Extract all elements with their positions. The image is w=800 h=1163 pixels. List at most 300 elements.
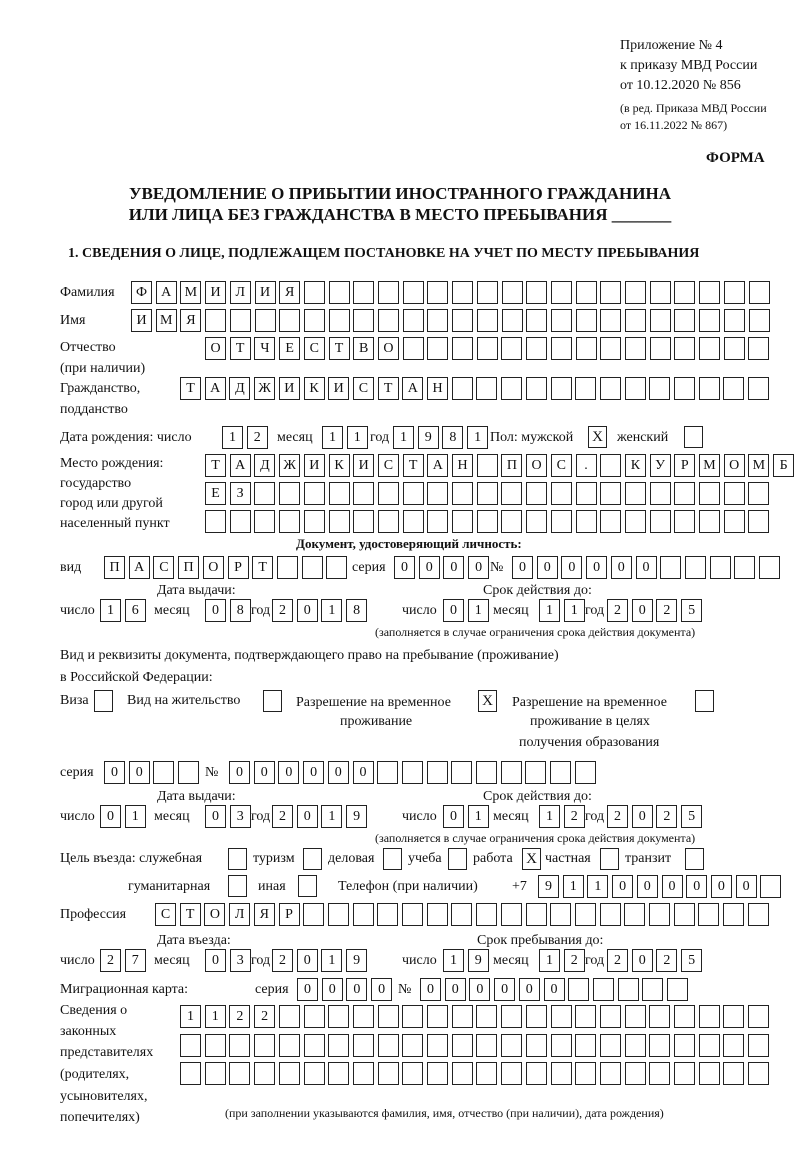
char-cell[interactable]: С [153,556,174,579]
char-cell[interactable] [452,1034,473,1057]
char-cell[interactable] [501,903,522,926]
char-cell[interactable] [427,1034,448,1057]
char-cell[interactable]: 2 [247,426,268,449]
char-cell[interactable] [353,482,374,505]
char-cell[interactable]: 0 [328,761,349,784]
char-cell[interactable]: 1 [393,426,414,449]
purpose-official-checkbox[interactable] [228,848,247,870]
char-cell[interactable]: А [129,556,150,579]
char-cell[interactable]: 0 [512,556,533,579]
char-cell[interactable]: 0 [611,556,632,579]
char-cell[interactable] [748,1062,769,1085]
char-cell[interactable] [304,281,325,304]
char-cell[interactable]: 0 [229,761,250,784]
char-cell[interactable]: Р [228,556,249,579]
char-cell[interactable]: 0 [736,875,757,898]
char-cell[interactable] [649,903,670,926]
char-cell[interactable]: Н [452,454,473,477]
char-cell[interactable]: 0 [632,599,653,622]
char-cell[interactable] [353,903,374,926]
char-cell[interactable]: К [625,454,646,477]
char-cell[interactable] [279,482,300,505]
char-cell[interactable]: 0 [637,875,658,898]
char-cell[interactable]: 9 [538,875,559,898]
char-cell[interactable] [403,337,424,360]
char-cell[interactable] [501,377,522,400]
char-cell[interactable]: 1 [443,949,464,972]
char-cell[interactable]: Е [205,482,226,505]
char-cell[interactable] [501,337,522,360]
char-cell[interactable]: С [353,377,374,400]
char-cell[interactable] [699,337,720,360]
char-cell[interactable] [748,1005,769,1028]
char-cell[interactable] [550,903,571,926]
char-cell[interactable] [328,1034,349,1057]
char-cell[interactable]: О [378,337,399,360]
char-cell[interactable] [452,337,473,360]
char-cell[interactable] [749,309,770,332]
char-cell[interactable] [402,903,423,926]
char-cell[interactable]: 1 [563,875,584,898]
char-cell[interactable] [378,309,399,332]
char-cell[interactable] [525,761,546,784]
char-cell[interactable] [452,1062,473,1085]
char-cell[interactable] [748,903,769,926]
char-cell[interactable] [477,337,498,360]
char-cell[interactable] [229,1034,250,1057]
char-cell[interactable]: А [402,377,423,400]
char-cell[interactable]: 0 [662,875,683,898]
char-cell[interactable] [551,309,572,332]
char-cell[interactable] [650,309,671,332]
char-cell[interactable]: 1 [587,875,608,898]
char-cell[interactable] [279,1062,300,1085]
char-cell[interactable] [377,903,398,926]
char-cell[interactable]: М [156,309,177,332]
char-cell[interactable] [378,281,399,304]
char-cell[interactable]: А [205,377,226,400]
char-cell[interactable]: 0 [297,949,318,972]
char-cell[interactable] [501,1034,522,1057]
char-cell[interactable] [304,1034,325,1057]
char-cell[interactable]: 2 [656,805,677,828]
char-cell[interactable] [723,377,744,400]
char-cell[interactable] [760,875,781,898]
char-cell[interactable]: 2 [607,599,628,622]
char-cell[interactable]: 0 [297,805,318,828]
char-cell[interactable] [576,309,597,332]
char-cell[interactable] [724,510,745,533]
char-cell[interactable]: 1 [564,599,585,622]
char-cell[interactable]: 0 [468,556,489,579]
char-cell[interactable] [724,281,745,304]
char-cell[interactable]: Д [254,454,275,477]
char-cell[interactable]: Н [427,377,448,400]
char-cell[interactable]: . [576,454,597,477]
char-cell[interactable]: С [378,454,399,477]
char-cell[interactable] [178,761,199,784]
char-cell[interactable]: Т [205,454,226,477]
char-cell[interactable]: О [205,337,226,360]
char-cell[interactable] [378,1034,399,1057]
char-cell[interactable]: И [328,377,349,400]
char-cell[interactable] [302,556,323,579]
char-cell[interactable] [625,281,646,304]
char-cell[interactable]: А [230,454,251,477]
char-cell[interactable] [526,337,547,360]
char-cell[interactable] [353,1005,374,1028]
char-cell[interactable] [403,510,424,533]
char-cell[interactable] [526,903,547,926]
char-cell[interactable]: И [255,281,276,304]
char-cell[interactable] [576,281,597,304]
char-cell[interactable] [526,510,547,533]
char-cell[interactable]: 6 [125,599,146,622]
char-cell[interactable]: 0 [711,875,732,898]
char-cell[interactable] [674,510,695,533]
char-cell[interactable] [526,1005,547,1028]
char-cell[interactable] [153,761,174,784]
char-cell[interactable]: М [180,281,201,304]
char-cell[interactable]: О [526,454,547,477]
char-cell[interactable] [427,761,448,784]
char-cell[interactable]: 0 [686,875,707,898]
char-cell[interactable] [600,482,621,505]
char-cell[interactable]: 2 [564,949,585,972]
char-cell[interactable] [378,1062,399,1085]
char-cell[interactable]: 0 [205,599,226,622]
char-cell[interactable]: 7 [125,949,146,972]
char-cell[interactable] [748,377,769,400]
char-cell[interactable]: 2 [229,1005,250,1028]
char-cell[interactable] [501,1062,522,1085]
char-cell[interactable] [551,1034,572,1057]
char-cell[interactable] [451,761,472,784]
char-cell[interactable] [649,377,670,400]
char-cell[interactable]: 0 [100,805,121,828]
char-cell[interactable]: 2 [564,805,585,828]
char-cell[interactable] [576,337,597,360]
char-cell[interactable] [550,761,571,784]
purpose-study-checkbox[interactable] [448,848,467,870]
char-cell[interactable]: 0 [469,978,490,1001]
char-cell[interactable]: 9 [468,949,489,972]
char-cell[interactable] [329,482,350,505]
char-cell[interactable] [452,377,473,400]
char-cell[interactable] [402,1034,423,1057]
char-cell[interactable]: 8 [230,599,251,622]
char-cell[interactable] [674,377,695,400]
char-cell[interactable]: С [304,337,325,360]
char-cell[interactable] [674,1062,695,1085]
char-cell[interactable]: О [724,454,745,477]
char-cell[interactable] [329,281,350,304]
char-cell[interactable] [304,1062,325,1085]
char-cell[interactable]: 1 [539,599,560,622]
char-cell[interactable] [254,1062,275,1085]
char-cell[interactable]: 1 [539,805,560,828]
char-cell[interactable] [279,1005,300,1028]
char-cell[interactable]: 2 [272,805,293,828]
char-cell[interactable] [576,510,597,533]
char-cell[interactable]: 0 [537,556,558,579]
char-cell[interactable]: 0 [494,978,515,1001]
char-cell[interactable] [353,281,374,304]
char-cell[interactable] [625,1005,646,1028]
char-cell[interactable] [378,510,399,533]
char-cell[interactable]: 0 [297,978,318,1001]
char-cell[interactable] [427,903,448,926]
purpose-transit-checkbox[interactable] [685,848,704,870]
char-cell[interactable] [551,1062,572,1085]
char-cell[interactable] [551,510,572,533]
char-cell[interactable]: 0 [519,978,540,1001]
char-cell[interactable]: А [156,281,177,304]
char-cell[interactable]: 0 [394,556,415,579]
char-cell[interactable] [625,1062,646,1085]
char-cell[interactable]: Т [230,337,251,360]
char-cell[interactable] [205,1062,226,1085]
char-cell[interactable] [304,482,325,505]
char-cell[interactable]: 0 [278,761,299,784]
char-cell[interactable]: Я [180,309,201,332]
char-cell[interactable] [477,309,498,332]
char-cell[interactable]: 8 [442,426,463,449]
char-cell[interactable]: Р [279,903,300,926]
char-cell[interactable]: 0 [632,805,653,828]
char-cell[interactable]: 0 [443,599,464,622]
char-cell[interactable] [724,482,745,505]
char-cell[interactable] [477,281,498,304]
char-cell[interactable]: 1 [125,805,146,828]
char-cell[interactable] [649,1005,670,1028]
char-cell[interactable] [477,510,498,533]
char-cell[interactable] [526,482,547,505]
char-cell[interactable] [723,1034,744,1057]
char-cell[interactable]: 1 [180,1005,201,1028]
char-cell[interactable]: 1 [539,949,560,972]
char-cell[interactable]: А [427,454,448,477]
char-cell[interactable] [748,1034,769,1057]
char-cell[interactable] [353,510,374,533]
purpose-other-checkbox[interactable] [298,875,317,897]
char-cell[interactable] [230,309,251,332]
char-cell[interactable]: Т [329,337,350,360]
char-cell[interactable]: О [203,556,224,579]
char-cell[interactable] [575,1034,596,1057]
char-cell[interactable] [625,309,646,332]
char-cell[interactable] [402,1005,423,1028]
char-cell[interactable] [378,1005,399,1028]
char-cell[interactable] [575,1005,596,1028]
char-cell[interactable]: 0 [104,761,125,784]
temporary-residence-education-checkbox[interactable] [695,690,714,712]
purpose-tourism-checkbox[interactable] [303,848,322,870]
purpose-private-checkbox[interactable] [600,848,619,870]
char-cell[interactable] [403,309,424,332]
char-cell[interactable]: 1 [322,426,343,449]
char-cell[interactable] [650,337,671,360]
char-cell[interactable]: В [353,337,374,360]
char-cell[interactable] [699,1005,720,1028]
char-cell[interactable] [699,510,720,533]
char-cell[interactable] [649,1034,670,1057]
char-cell[interactable] [229,1062,250,1085]
char-cell[interactable] [452,1005,473,1028]
char-cell[interactable]: Я [279,281,300,304]
char-cell[interactable]: 1 [321,949,342,972]
char-cell[interactable] [724,309,745,332]
char-cell[interactable]: 0 [353,761,374,784]
char-cell[interactable]: Т [180,903,201,926]
char-cell[interactable] [759,556,780,579]
char-cell[interactable] [674,281,695,304]
char-cell[interactable] [674,337,695,360]
char-cell[interactable] [328,1062,349,1085]
char-cell[interactable] [502,309,523,332]
temporary-residence-checkbox[interactable]: X [478,690,497,712]
char-cell[interactable]: 2 [656,949,677,972]
char-cell[interactable]: 0 [632,949,653,972]
char-cell[interactable] [734,556,755,579]
char-cell[interactable] [624,903,645,926]
char-cell[interactable]: З [230,482,251,505]
char-cell[interactable] [575,903,596,926]
char-cell[interactable]: П [501,454,522,477]
char-cell[interactable]: 5 [681,949,702,972]
char-cell[interactable]: 0 [322,978,343,1001]
sex-female-checkbox[interactable] [684,426,703,448]
char-cell[interactable] [526,309,547,332]
char-cell[interactable] [476,1062,497,1085]
char-cell[interactable] [600,1005,621,1028]
char-cell[interactable] [476,761,497,784]
char-cell[interactable]: М [699,454,720,477]
char-cell[interactable] [304,309,325,332]
char-cell[interactable] [205,1034,226,1057]
char-cell[interactable]: 2 [656,599,677,622]
char-cell[interactable] [699,482,720,505]
char-cell[interactable] [427,1005,448,1028]
char-cell[interactable] [427,510,448,533]
char-cell[interactable]: И [304,454,325,477]
char-cell[interactable]: 1 [222,426,243,449]
char-cell[interactable] [748,482,769,505]
char-cell[interactable] [180,1034,201,1057]
char-cell[interactable]: 0 [205,949,226,972]
char-cell[interactable] [642,978,663,1001]
char-cell[interactable] [568,978,589,1001]
char-cell[interactable] [205,510,226,533]
char-cell[interactable] [402,1062,423,1085]
char-cell[interactable] [279,309,300,332]
char-cell[interactable] [551,337,572,360]
char-cell[interactable]: С [155,903,176,926]
char-cell[interactable]: Е [279,337,300,360]
char-cell[interactable] [593,978,614,1001]
char-cell[interactable] [748,337,769,360]
char-cell[interactable] [699,281,720,304]
char-cell[interactable]: 0 [254,761,275,784]
char-cell[interactable] [551,482,572,505]
char-cell[interactable] [526,281,547,304]
char-cell[interactable] [625,337,646,360]
char-cell[interactable]: Ж [279,454,300,477]
char-cell[interactable] [618,978,639,1001]
char-cell[interactable]: 0 [636,556,657,579]
char-cell[interactable] [551,377,572,400]
char-cell[interactable] [205,309,226,332]
char-cell[interactable]: 1 [467,426,488,449]
char-cell[interactable] [403,482,424,505]
char-cell[interactable] [674,482,695,505]
purpose-business-checkbox[interactable] [383,848,402,870]
char-cell[interactable] [685,556,706,579]
char-cell[interactable] [502,281,523,304]
char-cell[interactable] [674,1034,695,1057]
char-cell[interactable] [501,482,522,505]
char-cell[interactable] [576,482,597,505]
char-cell[interactable] [477,482,498,505]
char-cell[interactable] [230,510,251,533]
char-cell[interactable] [303,903,324,926]
char-cell[interactable] [724,337,745,360]
char-cell[interactable]: 0 [371,978,392,1001]
char-cell[interactable] [254,510,275,533]
char-cell[interactable]: Т [180,377,201,400]
char-cell[interactable] [501,510,522,533]
char-cell[interactable] [674,903,695,926]
char-cell[interactable]: 0 [346,978,367,1001]
char-cell[interactable]: 0 [443,805,464,828]
char-cell[interactable] [575,377,596,400]
char-cell[interactable] [600,281,621,304]
char-cell[interactable]: 1 [205,1005,226,1028]
char-cell[interactable] [551,1005,572,1028]
char-cell[interactable]: И [279,377,300,400]
char-cell[interactable] [353,309,374,332]
char-cell[interactable] [667,978,688,1001]
char-cell[interactable] [600,1062,621,1085]
char-cell[interactable]: 3 [230,949,251,972]
char-cell[interactable] [452,309,473,332]
char-cell[interactable] [699,1034,720,1057]
char-cell[interactable] [180,1062,201,1085]
char-cell[interactable] [451,903,472,926]
char-cell[interactable]: 3 [230,805,251,828]
purpose-work-checkbox[interactable]: X [522,848,541,870]
visa-checkbox[interactable] [94,690,113,712]
char-cell[interactable]: 1 [347,426,368,449]
char-cell[interactable]: 0 [544,978,565,1001]
char-cell[interactable] [674,1005,695,1028]
char-cell[interactable] [600,337,621,360]
char-cell[interactable] [699,377,720,400]
char-cell[interactable] [650,510,671,533]
char-cell[interactable] [377,761,398,784]
purpose-humanitarian-checkbox[interactable] [228,875,247,897]
char-cell[interactable]: 2 [254,1005,275,1028]
char-cell[interactable]: 0 [420,978,441,1001]
char-cell[interactable] [600,454,621,477]
char-cell[interactable] [329,309,350,332]
residence-permit-checkbox[interactable] [263,690,282,712]
char-cell[interactable]: 0 [129,761,150,784]
char-cell[interactable]: 2 [607,949,628,972]
char-cell[interactable] [378,482,399,505]
char-cell[interactable]: 0 [297,599,318,622]
char-cell[interactable]: К [329,454,350,477]
